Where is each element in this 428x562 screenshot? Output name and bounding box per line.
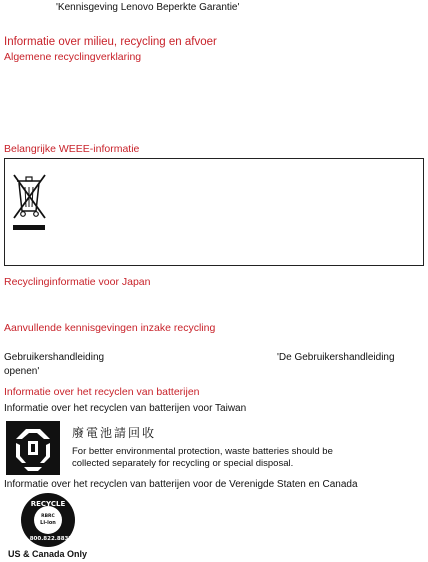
usa-canada-battery-heading: Informatie over het recyclen van batterijen voor de Verenigde Staten en Canada xyxy=(4,479,358,490)
svg-text:RECYCLE: RECYCLE xyxy=(30,500,66,508)
weee-box xyxy=(4,158,424,266)
taiwan-chinese-text: 廢電池請回收 xyxy=(72,426,157,440)
user-guide-left: Gebruikershandleiding xyxy=(4,352,105,363)
environment-heading: Informatie over milieu, recycling en afvoer xyxy=(4,36,217,48)
taiwan-battery-heading: Informatie over het recyclen van batterijen voor Taiwan xyxy=(4,403,247,414)
svg-text:Li-ion: Li-ion xyxy=(40,520,56,526)
general-recycling-heading: Algemene recyclingverklaring xyxy=(4,51,142,63)
taiwan-english-line1: For better environmental protection, waste batteries should be xyxy=(72,446,333,457)
user-guide-cont: openen' xyxy=(4,366,40,377)
us-canada-only-label: US & Canada Only xyxy=(8,549,88,559)
weee-heading: Belangrijke WEEE-informatie xyxy=(4,143,140,155)
taiwan-english-line2: collected separately for recycling or special disposal. xyxy=(72,458,294,469)
crossed-out-bin-icon xyxy=(9,171,49,231)
additional-recycling-heading: Aanvullende kennisgevingen inzake recycling xyxy=(4,322,216,334)
svg-text:RBRC: RBRC xyxy=(41,514,55,519)
battery-heading: Informatie over het recyclen van batterijen xyxy=(4,386,200,398)
svg-text:1.800.822.8837: 1.800.822.8837 xyxy=(23,536,73,542)
rbrc-recycle-seal-icon xyxy=(20,492,76,548)
taiwan-recycle-icon xyxy=(6,421,60,475)
warranty-reference: 'Kennisgeving Lenovo Beperkte Garantie' xyxy=(56,2,240,13)
japan-heading: Recyclinginformatie voor Japan xyxy=(4,276,151,288)
user-guide-right: 'De Gebruikershandleiding xyxy=(277,352,395,363)
